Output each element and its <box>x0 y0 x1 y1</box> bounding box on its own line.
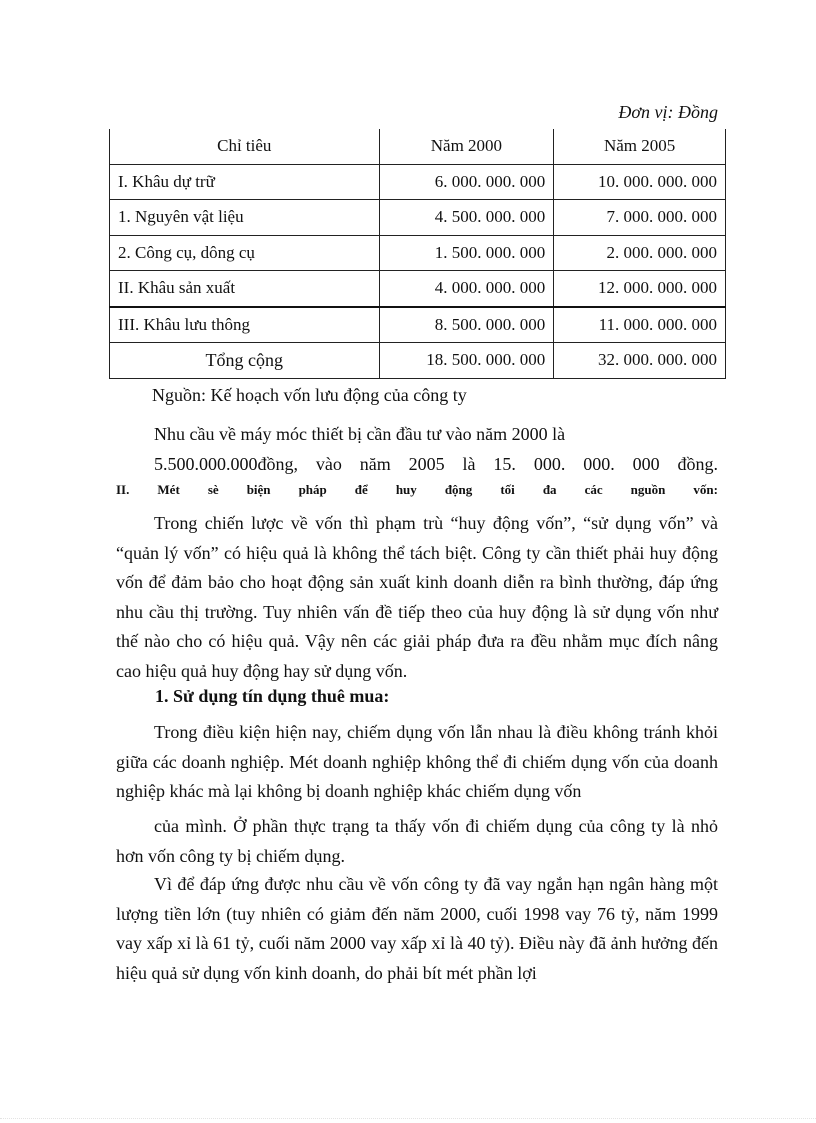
header-year-2005: Năm 2005 <box>554 129 726 164</box>
capital-table <box>109 129 726 379</box>
paragraph-line: Nhu cầu về máy móc thiết bị cần đầu tư vào năm 2000 là <box>154 424 566 444</box>
heading-word: II. <box>116 482 130 497</box>
row-label: I. Khâu dự trữ <box>110 164 380 200</box>
row-label: 2. Công cụ, dông cụ <box>110 235 380 271</box>
value-2000: 4. 500. 000. 000 <box>379 200 554 236</box>
paragraph-line: 5.500.000.000đồng, vào năm 2005 là 15. 000. 000. 000 đồng. <box>154 453 718 474</box>
heading-word: Mét <box>157 482 180 497</box>
value-2005: 10. 000. 000. 000 <box>554 164 726 200</box>
total-2000: 18. 500. 000. 000 <box>379 343 554 379</box>
table-row <box>110 200 726 236</box>
row-label: 1. Nguyên vật liệu <box>110 200 380 236</box>
value-2000: 6. 000. 000. 000 <box>379 164 554 200</box>
value-2005: 11. 000. 000. 000 <box>554 307 726 343</box>
table-row <box>110 164 726 200</box>
row-label: II. Khâu sản xuất <box>110 271 380 307</box>
value-2000: 4. 000. 000. 000 <box>379 271 554 307</box>
heading-word: pháp <box>298 482 327 497</box>
page-bottom-divider <box>0 1118 816 1119</box>
unit-label: Đơn vị: Đồng <box>618 102 718 122</box>
heading-word: biện <box>246 482 271 497</box>
heading-word: vốn: <box>693 482 718 497</box>
heading-word: động <box>444 482 473 497</box>
value-2005: 7. 000. 000. 000 <box>554 200 726 236</box>
paragraph-bank-loans: Vì để đáp ứng được nhu cầu về vốn công ty đã vay ngắn hạn ngân hàng một lượng tiền lớn (tuy nhiên có giảm đến năm 2000, cuối 1998 vay 76 tỷ, năm 1999 vay xấp xỉ là 61 tỷ, cuối năm 2000 vay xấp xỉ là 40 tỷ). Điều này đã ảnh hưởng đến hiệu quả sử dụng vốn kinh doanh, do phải bít mét phần lợi <box>116 874 718 983</box>
paragraph-current-state: của mình. Ở phần thực trạng ta thấy vốn đi chiếm dụng của công ty là nhỏ hơn vốn công ty bị chiếm dụng. <box>116 816 718 866</box>
table-total-row <box>110 343 726 379</box>
heading-word: huy <box>395 482 417 497</box>
section-heading-measures <box>116 482 718 498</box>
value-2000: 8. 500. 000. 000 <box>379 307 554 343</box>
paragraph-equipment-demand <box>116 420 718 479</box>
total-2005: 32. 000. 000. 000 <box>554 343 726 379</box>
table-row <box>110 271 726 307</box>
heading-word: nguồn <box>630 482 666 497</box>
value-2005: 2. 000. 000. 000 <box>554 235 726 271</box>
header-indicator: Chỉ tiêu <box>110 129 380 164</box>
table-source: Nguồn: Kế hoạch vốn lưu động của công ty <box>152 385 467 405</box>
heading-word: các <box>584 482 603 497</box>
value-2005: 12. 000. 000. 000 <box>554 271 726 307</box>
header-year-2000: Năm 2000 <box>379 129 554 164</box>
table-header-row <box>110 129 726 164</box>
paragraph-capital-appropriation: Trong điều kiện hiện nay, chiếm dụng vốn lẫn nhau là điều không tránh khỏi giữa các doanh nghiệp. Mét doanh nghiệp không thể đi chiếm dụng vốn của doanh nghiệp khác mà lại không bị doanh nghiệp khác chiếm dụng vốn <box>116 722 718 801</box>
heading-word: đa <box>542 482 557 497</box>
heading-word: để <box>354 482 368 497</box>
section-title-leasing: 1. Sử dụng tín dụng thuê mua: <box>155 686 390 706</box>
value-2000: 1. 500. 000. 000 <box>379 235 554 271</box>
heading-word: sè <box>207 482 219 497</box>
row-label: III. Khâu lưu thông <box>110 307 380 343</box>
table-row <box>110 235 726 271</box>
total-label: Tổng cộng <box>110 343 380 379</box>
table-row <box>110 307 726 343</box>
paragraph-capital-strategy: Trong chiến lược về vốn thì phạm trù “huy động vốn”, “sử dụng vốn” và “quản lý vốn” có hiệu quả là không thể tách biệt. Công ty cần thiết phải huy động vốn để đảm bảo cho hoạt động sản xuất kinh doanh diễn ra bình thường, đáp ứng nhu cầu thị trường. Tuy nhiên vấn đề tiếp theo của huy động là sử dụng vốn như thế nào cho có hiệu quả. Vậy nên các giải pháp đưa ra đều nhằm mục đích nâng cao hiệu quả huy động hay sử dụng vốn. <box>116 513 718 681</box>
heading-word: tối <box>500 482 515 497</box>
